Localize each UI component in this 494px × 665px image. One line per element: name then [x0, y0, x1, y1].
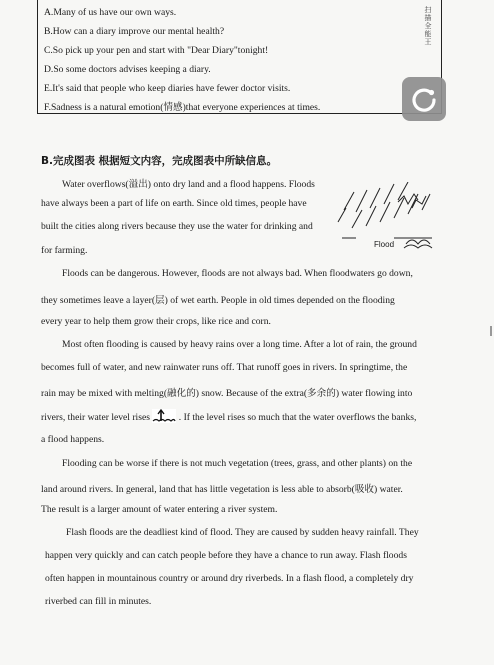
text-line: for farming. — [41, 245, 88, 256]
options-box — [37, 0, 442, 114]
option-f: F.Sadness is a natural emotion(情感)that everyone experiences at times. — [44, 102, 321, 113]
option-a: A.Many of us have our own ways. — [44, 7, 177, 18]
text-segment: rivers, their water level rises — [41, 412, 150, 423]
text-line — [41, 409, 416, 423]
text-line: they sometimes leave a layer(层) of wet earth. People in old times depended on the flooding — [41, 295, 395, 306]
text-line: built the cities along rivers because they use the water for drinking and — [41, 221, 313, 232]
text-line: Floods can be dangerous. However, floods are not always bad. When floodwaters go down, — [62, 268, 413, 279]
text-segment: . If the level rises so much that the water overflows the banks, — [178, 412, 417, 423]
scanner-watermark: 扫 描 全 能 王 — [424, 6, 432, 46]
text-line: Most often flooding is caused by heavy rains over a long time. After a lot of rain, the ground — [62, 339, 417, 350]
text-line: every year to help them grow their crops, like rice and corn. — [41, 316, 271, 327]
text-line: Flash floods are the deadliest kind of flood. They are caused by sudden heavy rainfall. They — [66, 527, 419, 538]
flood-label: Flood — [374, 240, 395, 249]
option-c: C.So pick up your pen and start with "Dear Diary"tonight! — [44, 45, 269, 56]
text-line: rain may be mixed with melting(融化的) snow. Because of the extra(多余的) water flowing into — [41, 388, 413, 399]
option-d: D.So some doctors advises keeping a diary. — [44, 64, 211, 75]
text-line: Water overflows(溢出) onto dry land and a flood happens. Floods — [62, 179, 315, 190]
section-title: B.完成图表 根据短文内容，完成图表中所缺信息。 — [41, 155, 278, 167]
refresh-icon — [409, 84, 439, 114]
text-line: riverbed can fill in minutes. — [45, 596, 152, 607]
margin-mark — [490, 326, 492, 336]
text-line: have always been a part of life on earth. Since old times, people have — [41, 198, 307, 209]
option-b: B.How can a diary improve our mental health? — [44, 26, 225, 37]
text-line: The result is a larger amount of water entering a river system. — [41, 504, 278, 515]
text-line: happen very quickly and can catch people before they have a chance to run away. Flash floods — [45, 550, 407, 561]
text-line: Flooding can be worse if there is not much vegetation (trees, grass, and other plants) on the — [62, 458, 413, 469]
text-line: a flood happens. — [41, 434, 105, 445]
text-line: often happen in mountainous country or around dry riverbeds. In a flash flood, a completely dry — [45, 573, 414, 584]
option-e: E.It's said that people who keep diaries have fewer doctor visits. — [44, 83, 291, 94]
text-line: becomes full of water, and new rainwater runs off. That runoff goes in rivers. In springtime, the — [41, 362, 408, 373]
rising-water-icon — [152, 409, 176, 423]
text-line: land around rivers. In general, land that has little vegetation is less able to absorb(吸收) water. — [41, 484, 403, 495]
refresh-button[interactable] — [402, 77, 446, 121]
